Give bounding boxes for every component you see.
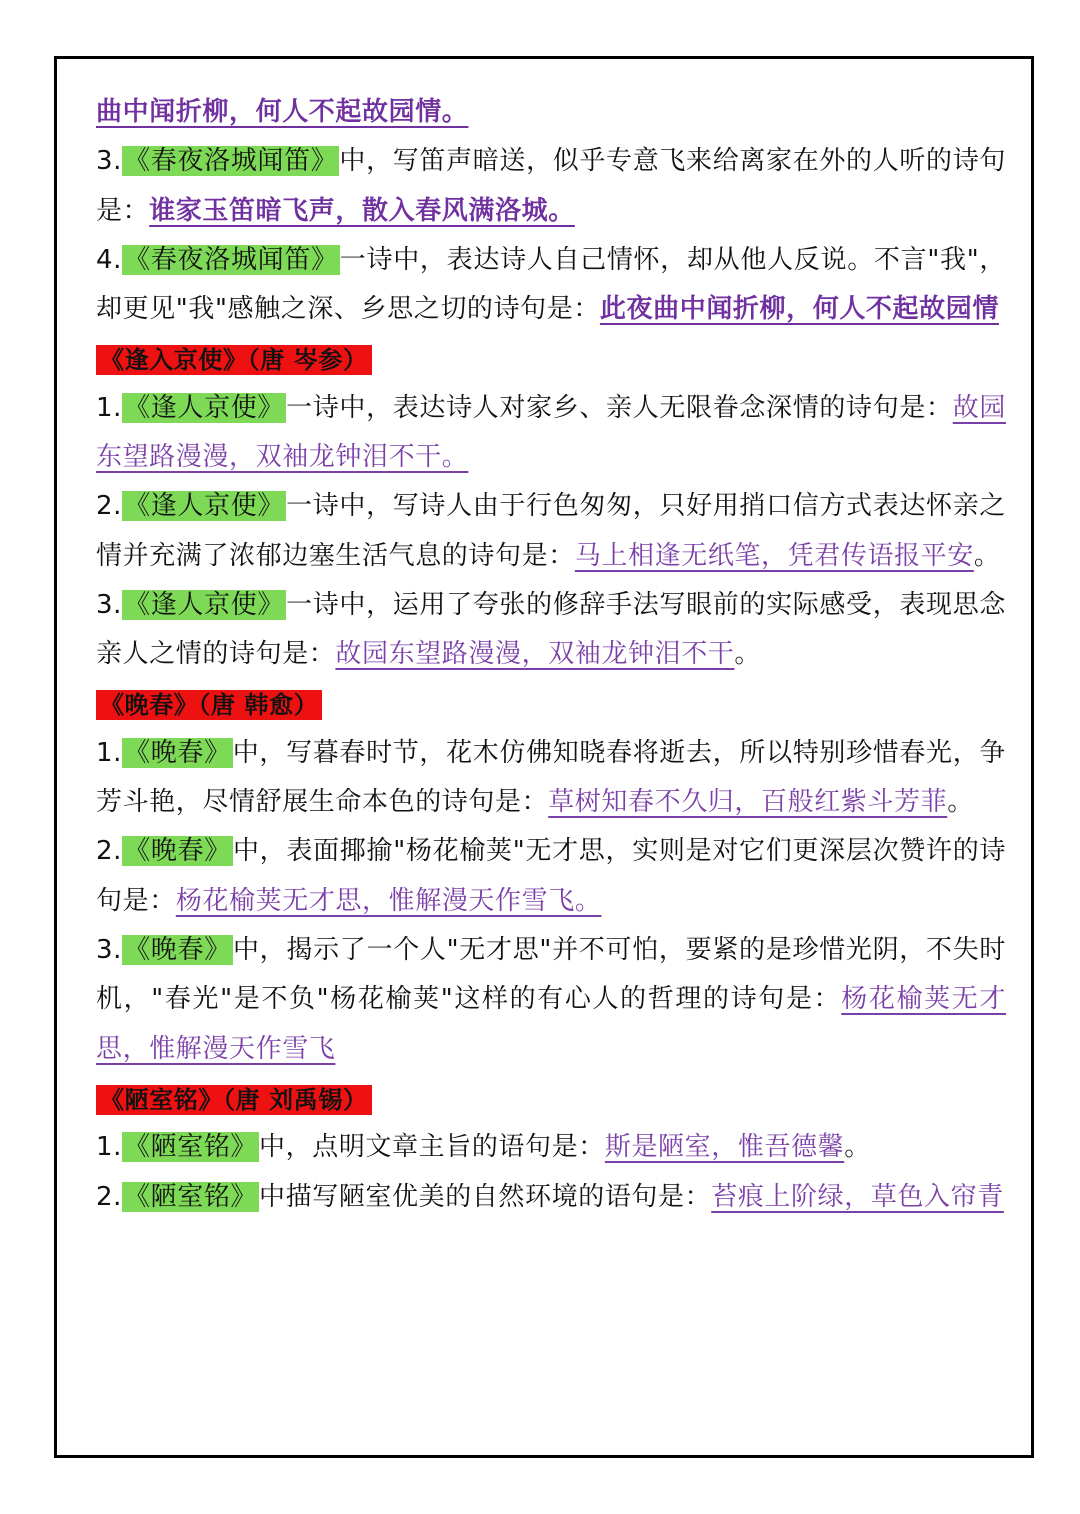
poem-title: 《晚春》 <box>124 836 231 867</box>
section-header: 《晚春》（唐 韩愈） <box>96 690 322 720</box>
poem-title: 《春夜洛城闻笛》 <box>124 244 338 275</box>
question-item <box>96 581 1006 680</box>
answer-tail: 。 <box>734 639 762 670</box>
question-number: 1. <box>96 1132 123 1163</box>
section-header-row <box>96 334 1006 383</box>
answer-text: 杨花榆荚无才思，惟解漫天作雪飞。 <box>175 885 602 916</box>
poem-title: 《逢人京使》 <box>124 589 285 620</box>
answer-text: 故园东望路漫漫，双袖龙钟泪不干。 <box>96 392 1006 473</box>
question-number: 2. <box>96 1181 123 1212</box>
poem-title: 《逢人京使》 <box>124 491 285 522</box>
question-text: 中，写笛声暗送，似乎专意飞来给离家在外的人听的诗句是： <box>96 146 1006 226</box>
answer-tail: 。 <box>844 1132 871 1163</box>
section-header-row <box>96 1074 1006 1123</box>
question-item <box>96 384 1006 483</box>
poem-title: 《陋室铭》 <box>124 1132 258 1163</box>
answer-text: 马上相逢无纸笔，凭君传语报平安 <box>574 540 974 571</box>
question-text: 中，揭示了一个人"无才思"并不可怕，要紧的是珍惜光阴，不失时机，"春光"是不负"杨花榆荚"这样的有心人的哲理的诗句是： <box>96 935 1007 1015</box>
section-header: 《陋室铭》（唐 刘禹锡） <box>96 1085 372 1115</box>
poem-title: 《陋室铭》 <box>124 1181 258 1212</box>
question-number: 3. <box>96 935 123 966</box>
answer-text: 草树知春不久归，百般红紫斗芳菲 <box>548 787 948 818</box>
question-text: 中，表面揶揄"杨花榆荚"无才思，实则是对它们更深层次赞许的诗句是： <box>96 836 1007 916</box>
question-item <box>96 482 1006 581</box>
question-item <box>96 1173 1006 1222</box>
section-header-row <box>96 680 1006 729</box>
question-number: 2. <box>96 491 123 522</box>
document-body <box>96 88 1006 1222</box>
poem-title: 《春夜洛城闻笛》 <box>124 146 338 177</box>
question-number: 4. <box>96 244 123 275</box>
question-number: 1. <box>96 392 123 423</box>
answer-text: 苔痕上阶绿，草色入帘青 <box>711 1181 1004 1212</box>
question-item <box>96 729 1006 828</box>
question-item <box>96 137 1006 236</box>
question-item <box>96 236 1006 335</box>
poem-title: 《晚春》 <box>124 935 231 966</box>
answer-text: 斯是陋室，惟吾德馨 <box>604 1132 845 1163</box>
answer-continuation <box>96 88 1006 137</box>
poem-title: 《晚春》 <box>124 737 231 768</box>
question-text: 中描写陋室优美的自然环境的语句是： <box>259 1181 712 1212</box>
question-text: 中，写暮春时节，花木仿佛知晓春将逝去，所以特别珍惜春光，争芳斗艳，尽情舒展生命本色的诗句是： <box>96 737 1006 818</box>
question-number: 1. <box>96 737 123 768</box>
question-text: 一诗中，写诗人由于行色匆匆，只好用捎口信方式表达怀亲之情并充满了浓郁边塞生活气息的诗句是： <box>96 491 1006 571</box>
poem-title: 《逢人京使》 <box>124 392 285 423</box>
question-item <box>96 926 1006 1074</box>
section-header: 《逢入京使》（唐 岑参） <box>96 345 372 375</box>
answer-text: 曲中闻折柳，何人不起故园情。 <box>96 97 469 127</box>
question-number: 3. <box>96 589 123 620</box>
question-text: 一诗中，表达诗人对家乡、亲人无限眷念深情的诗句是： <box>286 392 953 423</box>
question-number: 2. <box>96 836 123 867</box>
answer-tail: 。 <box>973 540 1001 571</box>
answer-text: 杨花榆荚无才思，惟解漫天作雪飞 <box>96 984 1006 1064</box>
question-item <box>96 827 1006 926</box>
question-item <box>96 1123 1006 1172</box>
question-text: 一诗中，运用了夸张的修辞手法写眼前的实际感受，表现思念亲人之情的诗句是： <box>96 589 1006 670</box>
answer-text: 故园东望路漫漫，双袖龙钟泪不干 <box>335 639 735 670</box>
question-number: 3. <box>96 146 123 177</box>
answer-tail: 。 <box>947 787 974 818</box>
answer-text: 此夜曲中闻折柳，何人不起故园情 <box>599 294 999 325</box>
question-text: 一诗中，表达诗人自己情怀，却从他人反说。不言"我"，却更见"我"感触之深、乡思之切的诗句是： <box>96 244 1006 325</box>
answer-text: 谁家玉笛暗飞声，散入春风满洛城。 <box>149 195 575 226</box>
question-text: 中，点明文章主旨的语句是： <box>259 1132 605 1163</box>
